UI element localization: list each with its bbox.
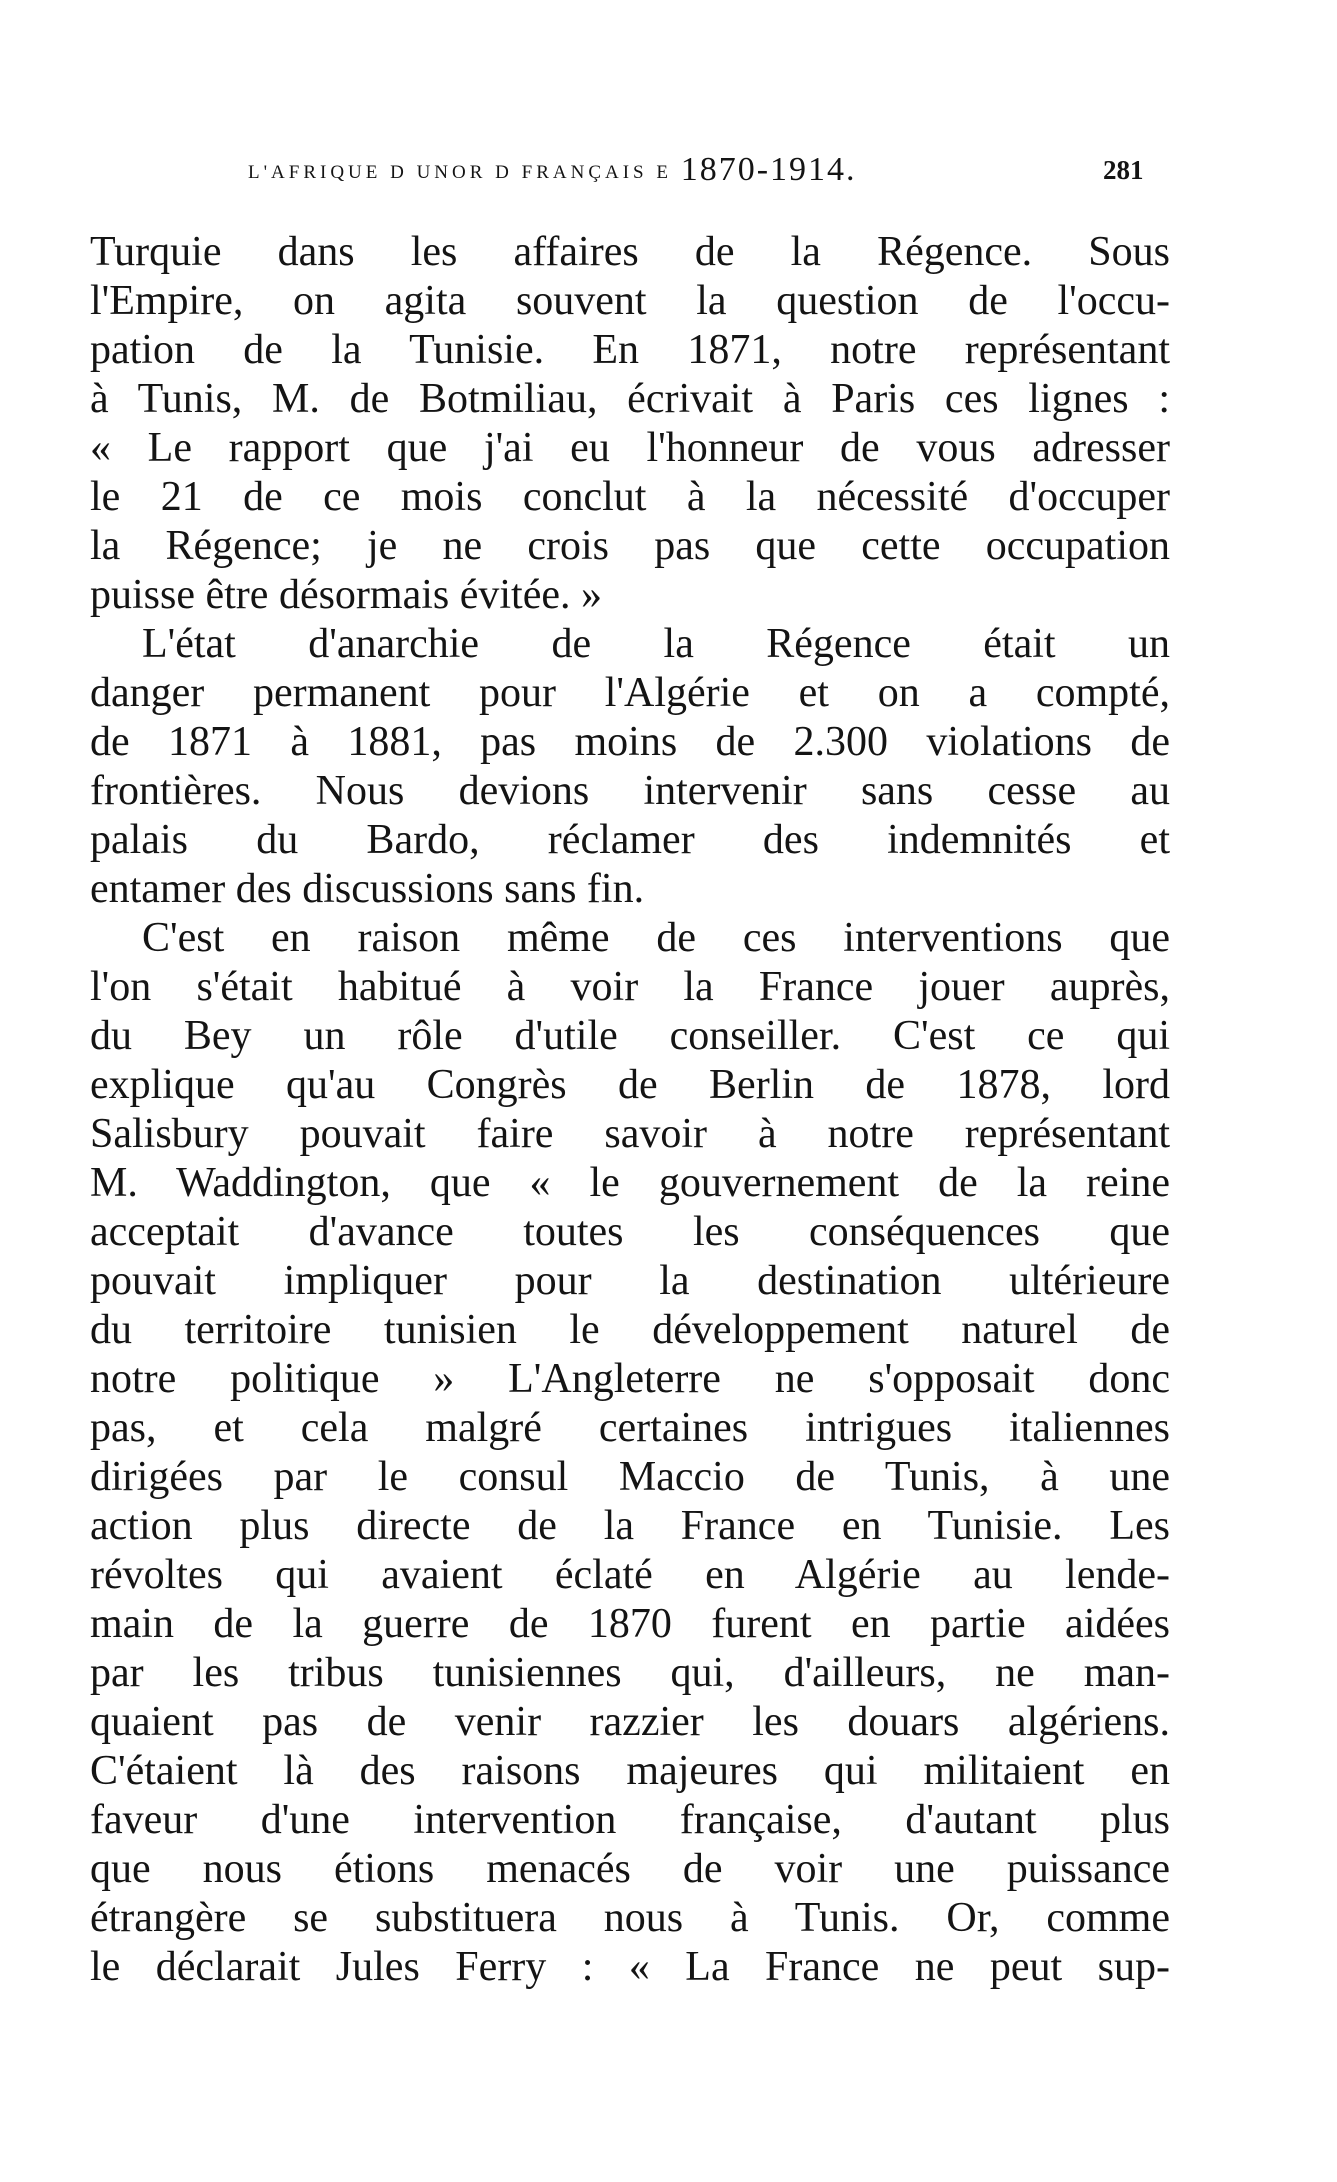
text-line: frontières. Nous devions intervenir sans cesse au — [90, 768, 1170, 814]
running-title-years: 1870-1914. — [680, 151, 857, 188]
text-line: l'Empire, on agita souvent la question de l'occu- — [90, 278, 1170, 324]
text-line: la Régence; je ne crois pas que cette occupation — [90, 523, 1170, 569]
text-line: l'on s'était habitué à voir la France jouer auprès, — [90, 964, 1170, 1010]
text-line: le 21 de ce mois conclut à la nécessité d'occuper — [90, 474, 1170, 520]
text-line: « Le rapport que j'ai eu l'honneur de vous adresser — [90, 425, 1170, 471]
text-line: entamer des discussions sans fin. — [90, 866, 645, 912]
text-line: faveur d'une intervention française, d'autant plus — [90, 1797, 1170, 1843]
running-header — [0, 150, 1337, 190]
text-line: explique qu'au Congrès de Berlin de 1878, lord — [90, 1062, 1170, 1108]
text-line: pation de la Tunisie. En 1871, notre représentant — [90, 327, 1170, 373]
text-line: à Tunis, M. de Botmiliau, écrivait à Paris ces lignes : — [90, 376, 1170, 422]
text-line: C'étaient là des raisons majeures qui militaient en — [90, 1748, 1170, 1794]
text-line: action plus directe de la France en Tunisie. Les — [90, 1503, 1170, 1549]
text-line: M. Waddington, que « le gouvernement de la reine — [90, 1160, 1170, 1206]
text-line: que nous étions menacés de voir une puissance — [90, 1846, 1170, 1892]
text-line: palais du Bardo, réclamer des indemnités et — [90, 817, 1170, 863]
text-line: le déclarait Jules Ferry : « La France ne peut sup- — [90, 1944, 1170, 1990]
text-line: du territoire tunisien le développement naturel de — [90, 1307, 1170, 1353]
running-title-text: L'AFRIQUE D UNOR D FRANÇAIS E — [248, 162, 672, 183]
text-line: Salisbury pouvait faire savoir à notre représentant — [90, 1111, 1170, 1157]
text-line: de 1871 à 1881, pas moins de 2.300 violations de — [90, 719, 1170, 765]
text-line: dirigées par le consul Maccio de Tunis, à une — [90, 1454, 1170, 1500]
text-line: du Bey un rôle d'utile conseiller. C'est ce qui — [90, 1013, 1170, 1059]
text-line: puisse être désormais évitée. » — [90, 572, 602, 618]
running-title — [248, 150, 857, 193]
text-line: pouvait impliquer pour la destination ultérieure — [90, 1258, 1170, 1304]
text-line: quaient pas de venir razzier les douars algériens. — [90, 1699, 1170, 1745]
text-line: par les tribus tunisiennes qui, d'ailleurs, ne man- — [90, 1650, 1170, 1696]
page-number: 281 — [1103, 155, 1144, 185]
text-line: L'état d'anarchie de la Régence était un — [142, 621, 1170, 667]
text-line: danger permanent pour l'Algérie et on a compté, — [90, 670, 1170, 716]
text-line: pas, et cela malgré certaines intrigues italiennes — [90, 1405, 1170, 1451]
text-line: C'est en raison même de ces interventions que — [142, 915, 1170, 961]
text-line: notre politique » L'Angleterre ne s'opposait donc — [90, 1356, 1170, 1402]
text-line: révoltes qui avaient éclaté en Algérie au lende- — [90, 1552, 1170, 1598]
text-line: main de la guerre de 1870 furent en partie aidées — [90, 1601, 1170, 1647]
text-line: étrangère se substituera nous à Tunis. Or, comme — [90, 1895, 1170, 1941]
body-text — [90, 228, 1170, 1992]
text-line: Turquie dans les affaires de la Régence. Sous — [90, 229, 1170, 275]
text-line: acceptait d'avance toutes les conséquences que — [90, 1209, 1170, 1255]
